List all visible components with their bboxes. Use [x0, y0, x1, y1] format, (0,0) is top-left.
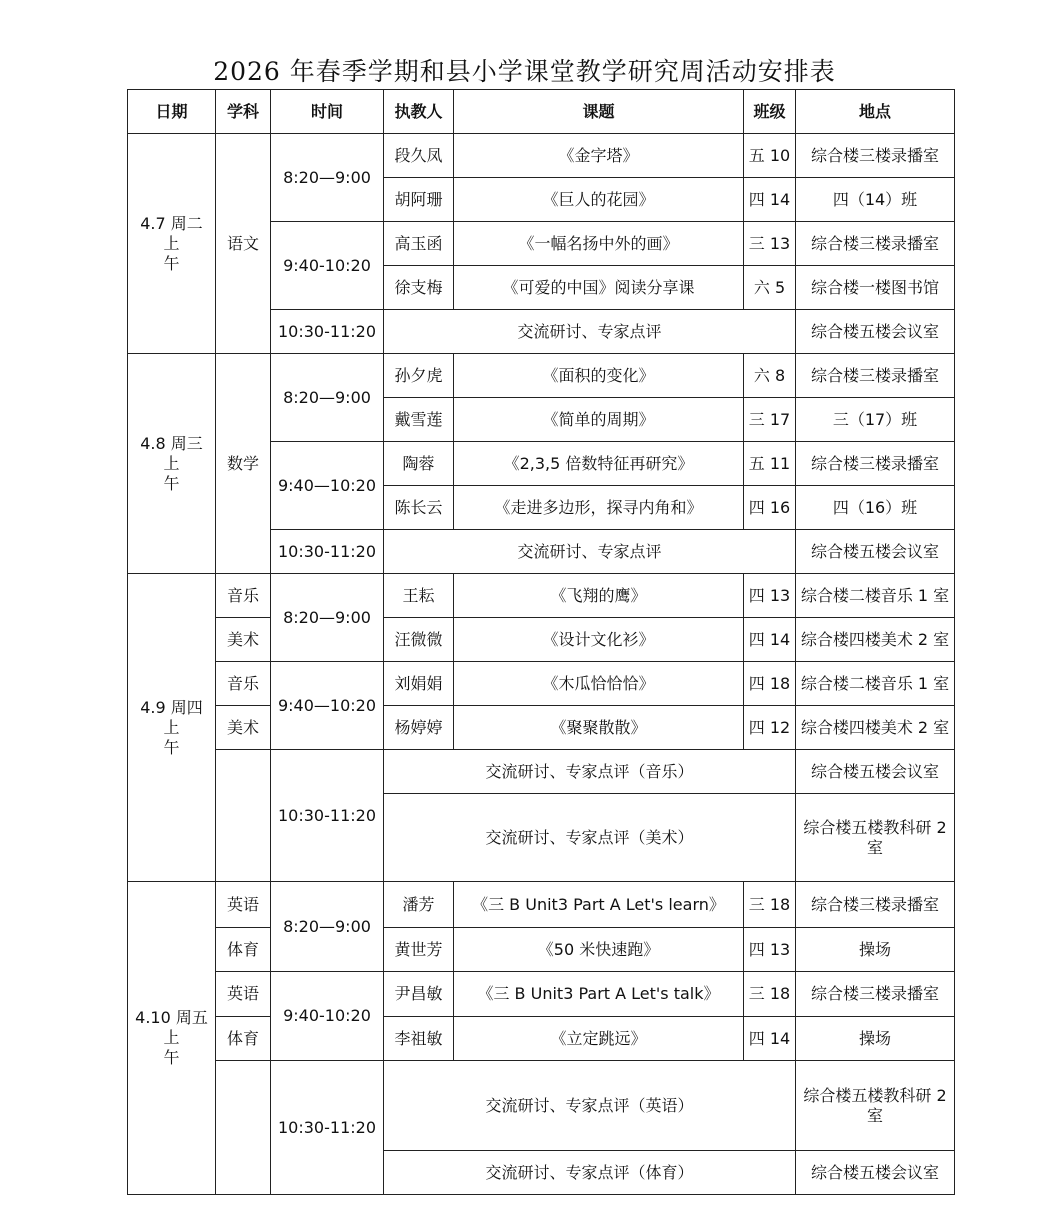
class-cell: 六 5: [744, 266, 796, 310]
page-title: 2026 年春季学期和县小学课堂教学研究周活动安排表: [213, 57, 836, 86]
location-cell: 综合楼五楼教科研 2 室: [796, 794, 955, 882]
time-cell: 10:30-11:20: [271, 310, 384, 354]
teacher-cell: 刘娟娟: [384, 662, 454, 706]
class-cell: 六 8: [744, 354, 796, 398]
location-cell: 综合楼三楼录播室: [796, 442, 955, 486]
teacher-cell: 孙夕虎: [384, 354, 454, 398]
class-cell: 五 11: [744, 442, 796, 486]
location-cell: 综合楼五楼会议室: [796, 310, 955, 354]
header-row: [128, 90, 955, 134]
subject-cell: 数学: [216, 354, 271, 574]
subject-cell: 体育: [216, 928, 271, 972]
location-cell: 四（16）班: [796, 486, 955, 530]
header-time: 时间: [271, 90, 384, 134]
table-row: [128, 972, 955, 1017]
header-location: 地点: [796, 90, 955, 134]
topic-cell: 《三 B Unit3 Part A Let's talk》: [454, 972, 744, 1017]
table-row: [128, 574, 955, 618]
location-cell: 操场: [796, 928, 955, 972]
location-cell: 综合楼三楼录播室: [796, 882, 955, 928]
location-cell: 综合楼三楼录播室: [796, 222, 955, 266]
schedule-table: [127, 89, 955, 1195]
topic-cell: 《飞翔的鹰》: [454, 574, 744, 618]
location-cell: 综合楼二楼音乐 1 室: [796, 574, 955, 618]
table-row: [128, 706, 955, 750]
class-cell: 四 16: [744, 486, 796, 530]
date-cell: [128, 134, 216, 354]
teacher-cell: 李祖敏: [384, 1017, 454, 1061]
table-row: [128, 618, 955, 662]
location-cell: 操场: [796, 1017, 955, 1061]
header-class: 班级: [744, 90, 796, 134]
teacher-cell: 胡阿珊: [384, 178, 454, 222]
subject-cell-empty: [216, 750, 271, 882]
table-row: [128, 134, 955, 178]
subject-cell: 美术: [216, 706, 271, 750]
class-cell: 三 13: [744, 222, 796, 266]
location-cell: 三（17）班: [796, 398, 955, 442]
review-cell: 交流研讨、专家点评（体育）: [384, 1151, 796, 1195]
time-cell: 10:30-11:20: [271, 750, 384, 882]
teacher-cell: 徐支梅: [384, 266, 454, 310]
review-cell: 交流研讨、专家点评（音乐）: [384, 750, 796, 794]
subject-cell: 音乐: [216, 662, 271, 706]
topic-cell: 《简单的周期》: [454, 398, 744, 442]
topic-cell: 《2,3,5 倍数特征再研究》: [454, 442, 744, 486]
topic-cell: 《巨人的花园》: [454, 178, 744, 222]
teacher-cell: 王耘: [384, 574, 454, 618]
table-row: [128, 750, 955, 794]
period-label: 上午: [163, 453, 209, 493]
location-cell: 综合楼四楼美术 2 室: [796, 706, 955, 750]
class-cell: 四 12: [744, 706, 796, 750]
topic-cell: 《面积的变化》: [454, 354, 744, 398]
class-cell: 四 14: [744, 178, 796, 222]
location-cell: 综合楼三楼录播室: [796, 134, 955, 178]
date-label: 4.10 周五: [135, 1008, 208, 1027]
table-row: [128, 928, 955, 972]
teacher-cell: 黄世芳: [384, 928, 454, 972]
time-cell: 8:20—9:00: [271, 574, 384, 662]
topic-cell: 《金字塔》: [454, 134, 744, 178]
topic-cell: 《可爱的中国》阅读分享课: [454, 266, 744, 310]
table-row: [128, 1061, 955, 1151]
time-cell: 10:30-11:20: [271, 1061, 384, 1195]
period-label: 上午: [163, 1028, 209, 1067]
date-label: 4.8 周三: [140, 433, 203, 453]
period-label: 上午: [163, 233, 209, 273]
header-subject: 学科: [216, 90, 271, 134]
class-cell: 三 18: [744, 972, 796, 1017]
review-cell: 交流研讨、专家点评（英语）: [384, 1061, 796, 1151]
location-cell: 综合楼五楼教科研 2 室: [796, 1061, 955, 1151]
table-row: [128, 354, 955, 398]
topic-cell: 《50 米快速跑》: [454, 928, 744, 972]
time-cell: 9:40—10:20: [271, 442, 384, 530]
header-teacher: 执教人: [384, 90, 454, 134]
date-cell: [128, 882, 216, 1195]
time-cell: 8:20—9:00: [271, 134, 384, 222]
topic-cell: 《走进多边形，探寻内角和》: [454, 486, 744, 530]
teacher-cell: 汪微微: [384, 618, 454, 662]
topic-cell: 《设计文化衫》: [454, 618, 744, 662]
location-cell: 综合楼一楼图书馆: [796, 266, 955, 310]
class-cell: 三 18: [744, 882, 796, 928]
time-cell: 8:20—9:00: [271, 354, 384, 442]
teacher-cell: 陶蓉: [384, 442, 454, 486]
location-cell: 综合楼三楼录播室: [796, 354, 955, 398]
table-row: [128, 662, 955, 706]
subject-cell: 音乐: [216, 574, 271, 618]
subject-cell: 英语: [216, 882, 271, 928]
time-cell: 8:20—9:00: [271, 882, 384, 972]
date-label: 4.9 周四: [140, 697, 203, 717]
teacher-cell: 杨婷婷: [384, 706, 454, 750]
subject-cell: 英语: [216, 972, 271, 1017]
date-label: 4.7 周二: [140, 213, 203, 233]
header-date: 日期: [128, 90, 216, 134]
date-cell: [128, 574, 216, 882]
location-cell: 综合楼五楼会议室: [796, 750, 955, 794]
review-cell: 交流研讨、专家点评: [384, 530, 796, 574]
topic-cell: 《三 B Unit3 Part A Let's learn》: [454, 882, 744, 928]
topic-cell: 《立定跳远》: [454, 1017, 744, 1061]
table-row: [128, 1017, 955, 1061]
location-cell: 综合楼三楼录播室: [796, 972, 955, 1017]
location-cell: 综合楼四楼美术 2 室: [796, 618, 955, 662]
location-cell: 四（14）班: [796, 178, 955, 222]
class-cell: 五 10: [744, 134, 796, 178]
subject-cell: 语文: [216, 134, 271, 354]
time-cell: 9:40-10:20: [271, 222, 384, 310]
location-cell: 综合楼五楼会议室: [796, 530, 955, 574]
subject-cell: 体育: [216, 1017, 271, 1061]
subject-cell: 美术: [216, 618, 271, 662]
table-row: [128, 882, 955, 928]
review-cell: 交流研讨、专家点评（美术）: [384, 794, 796, 882]
date-cell: [128, 354, 216, 574]
class-cell: 四 14: [744, 618, 796, 662]
time-cell: 9:40—10:20: [271, 662, 384, 750]
header-topic: 课题: [454, 90, 744, 134]
topic-cell: 《聚聚散散》: [454, 706, 744, 750]
subject-cell-empty: [216, 1061, 271, 1195]
review-cell: 交流研讨、专家点评: [384, 310, 796, 354]
topic-cell: 《一幅名扬中外的画》: [454, 222, 744, 266]
teacher-cell: 尹昌敏: [384, 972, 454, 1017]
time-cell: 10:30-11:20: [271, 530, 384, 574]
teacher-cell: 高玉函: [384, 222, 454, 266]
teacher-cell: 段久凤: [384, 134, 454, 178]
class-cell: 四 13: [744, 928, 796, 972]
teacher-cell: 陈长云: [384, 486, 454, 530]
class-cell: 四 13: [744, 574, 796, 618]
period-label: 上午: [163, 717, 209, 757]
teacher-cell: 戴雪莲: [384, 398, 454, 442]
time-cell: 9:40-10:20: [271, 972, 384, 1061]
topic-cell: 《木瓜恰恰恰》: [454, 662, 744, 706]
location-cell: 综合楼二楼音乐 1 室: [796, 662, 955, 706]
class-cell: 四 14: [744, 1017, 796, 1061]
class-cell: 三 17: [744, 398, 796, 442]
teacher-cell: 潘芳: [384, 882, 454, 928]
class-cell: 四 18: [744, 662, 796, 706]
location-cell: 综合楼五楼会议室: [796, 1151, 955, 1195]
